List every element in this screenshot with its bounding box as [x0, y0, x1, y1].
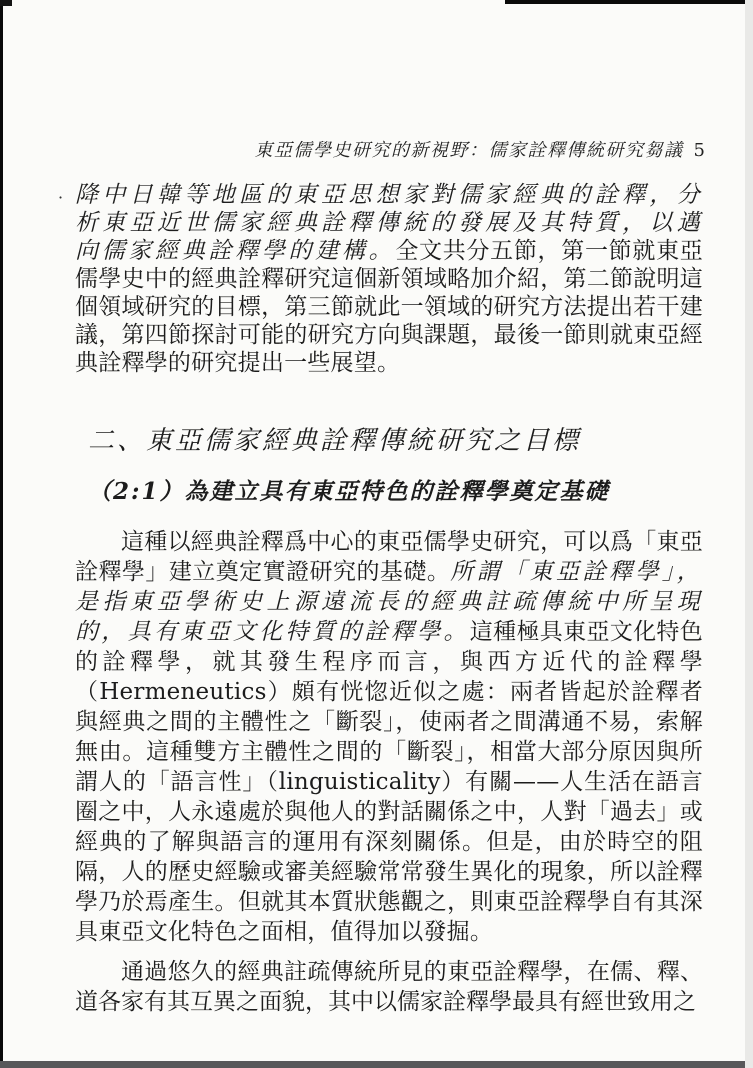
intro-paragraph — [75, 181, 703, 377]
scan-right-edge-strip — [745, 0, 753, 1068]
section-heading: 二、東亞儒家經典詮釋傳統研究之目標 — [88, 426, 582, 456]
intro-paragraph-ming-segment: 全文共分五節，第一節就東亞儒學史中的經典詮釋研究這個新領域略加介紹，第二節說明這個領域研究的目標，第三節就此一領域的研究方法提出若干建議，第四節探討可能的研究方向與課題，最後一節則就東亞經典詮釋學的研究提出一些展望。 — [75, 238, 703, 376]
body-paragraph-segment-1: 這種以經典詮釋爲中心的東亞儒學史研究，可以爲「東亞詮釋學」建立奠定實證研究的基礎。 — [75, 529, 703, 585]
page-number: 5 — [693, 140, 705, 161]
next-paragraph: 通過悠久的經典註疏傳統所見的東亞詮釋學，在儒、釋、道各家有其互異之面貌，其中以儒家詮釋學最具有經世致用之 — [75, 959, 703, 1015]
body-paragraph-segment-2-kai: 所謂「東亞詮釋學」，是指東亞學術史上源遠流長的經典註疏傳統中所呈現的，具有東亞文化特質的詮釋學。 — [75, 559, 704, 645]
text-column — [75, 181, 703, 1017]
intro-paragraph-kai-segment: 降中日韓等地區的東亞思想家對儒家經典的詮釋，分析東亞近世儒家經典詮釋傳統的發展及其特質，以邁向儒家經典詮釋學的建構。 — [75, 182, 703, 264]
scan-edge-top-left-mark — [0, 0, 12, 6]
running-head-title: 東亞儒學史研究的新視野：儒家詮釋傳統研究芻議 — [254, 140, 684, 161]
scan-edge-left-line — [0, 0, 3, 1068]
body-paragraph — [75, 527, 703, 947]
running-head — [75, 136, 705, 162]
body-paragraph-segment-3: 這種極具東亞文化特色的詮釋學，就其發生程序而言，與西方近代的詮釋學（Hermeneutics）頗有恍惚近似之處：兩者皆起於詮釋者與經典之間的主體性之「斷裂」，使兩者之間溝通不易，索解無由。這種雙方主體性之間的「斷裂」，相當大部分原因與所謂人的「語言性」（linguisticality）有關——人生活在語言圈之中，人永遠處於與他人的對話關係之中，人對「過去」或經典的了解與語言的運用有深刻關係。但是，由於時空的阻隔，人的歷史經驗或審美經驗常常發生異化的現象，所以詮釋學乃於焉產生。但就其本質狀態觀之，則東亞詮釋學自有其深具東亞文化特色之面相，值得加以發掘。 — [75, 619, 703, 945]
scan-edge-top-right-band — [505, 0, 747, 4]
stray-dot-artifact: · — [58, 188, 64, 207]
scan-bottom-band — [0, 1061, 753, 1068]
subsection-heading: （2:1）為建立具有東亞特色的詮釋學奠定基礎 — [88, 478, 610, 505]
